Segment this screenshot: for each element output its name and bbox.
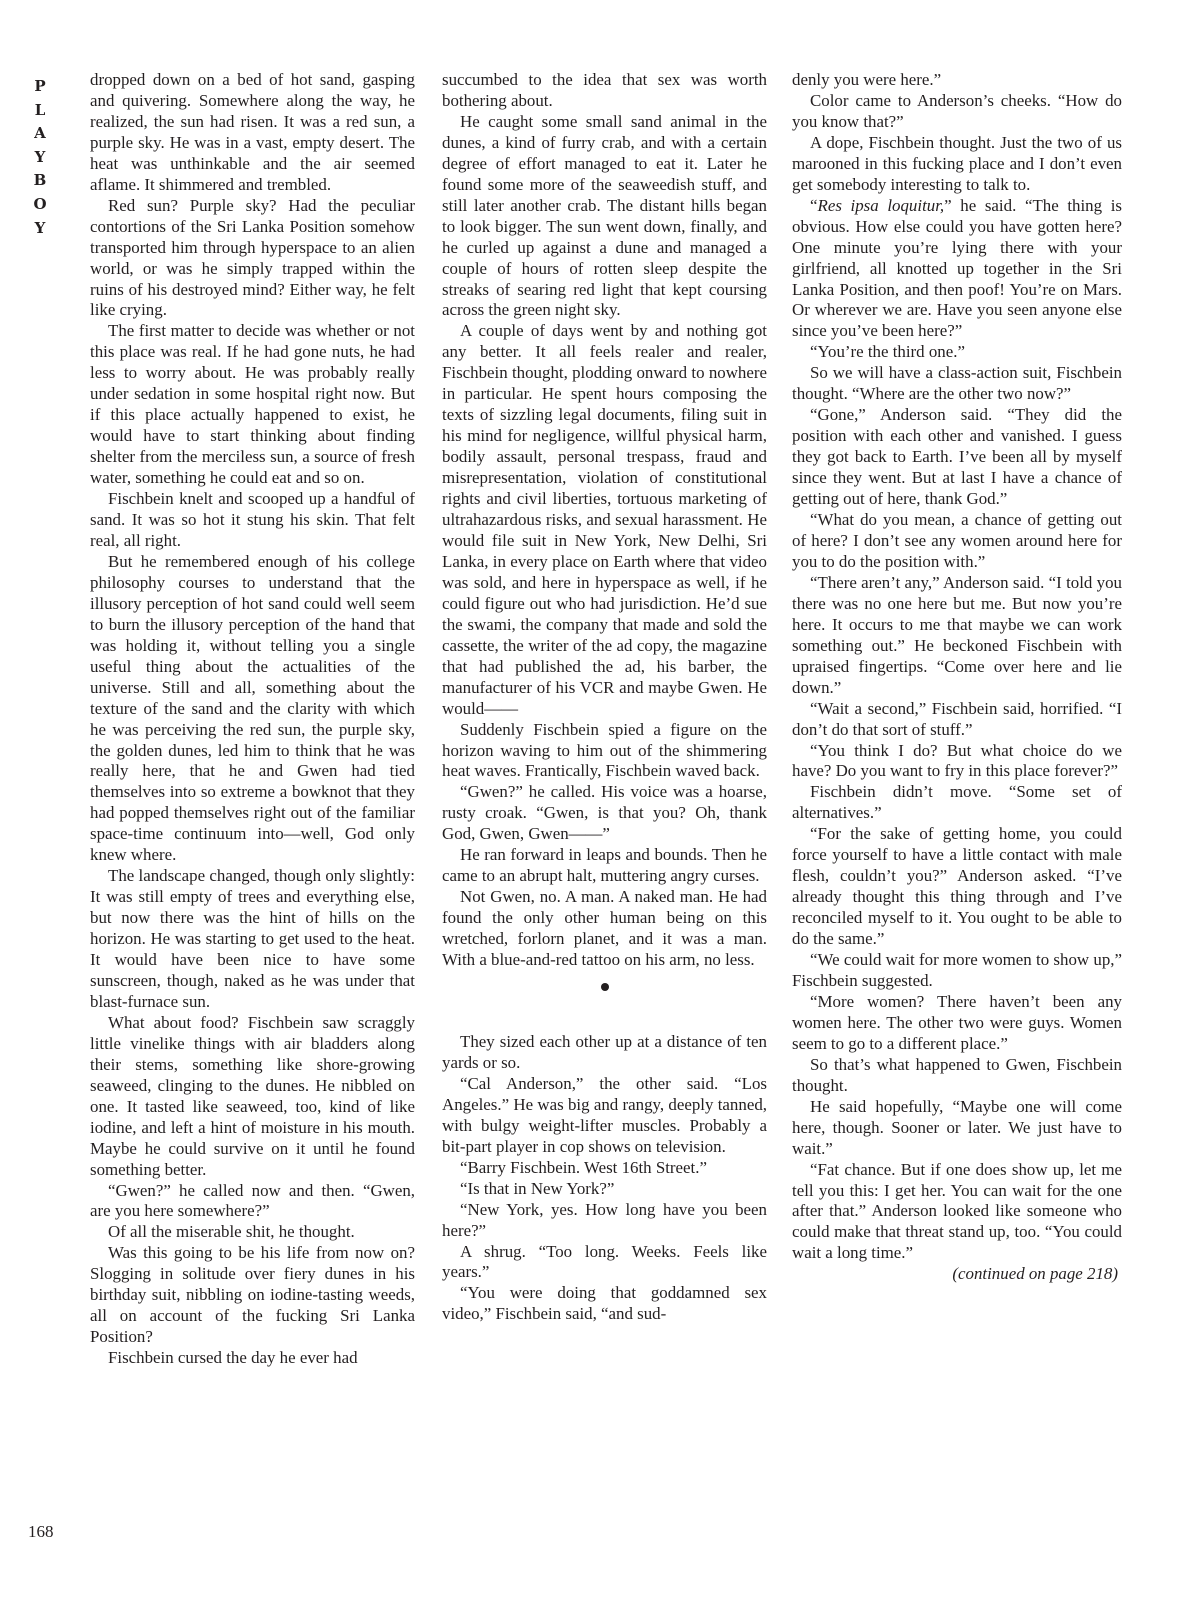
paragraph: “What do you mean, a chance of getting out of here? I don’t see any women around here for you to do the position with.”	[792, 510, 1122, 571]
paragraph: Was this going to be his life from now on? Slogging in solitude over fiery dunes in his birthday suit, nibbling on iodine-tasting weeds, all on account of the fucking Sri Lanka Position?	[90, 1243, 415, 1347]
paragraph: Not Gwen, no. A man. A naked man. He had found the only other human being on this wretched, forlorn planet, and it was a man. With a blue-and-red tattoo on his arm, no less.	[442, 887, 767, 970]
paragraph: So we will have a class-action suit, Fischbein thought. “Where are the other two now?”	[792, 363, 1122, 404]
paragraph: The first matter to decide was whether or not this place was real. If he had gone nuts, he had less to worry about. He was probably really under sedation in some hospital right now. But if this place actually happened to exist, he would have to start thinking about finding shelter from the merciless sun, a source of fresh water, something he could eat and so on.	[90, 321, 415, 488]
paragraph: The landscape changed, though only slightly: It was still empty of trees and everything else, but now there was the hint of hills on the horizon. He was starting to get used to the heat. It would have been nice to have some sunscreen, though, naked as he was under that blast-furnace sun.	[90, 866, 415, 1011]
paragraph: “You were doing that goddamned sex video,” Fischbein said, “and sud-	[442, 1283, 767, 1324]
paragraph: Fischbein knelt and scooped up a handful of sand. It was so hot it stung his skin. That felt real, all right.	[90, 489, 415, 550]
paragraph: A couple of days went by and nothing got any better. It all feels realer and realer, Fischbein thought, plodding onward to nowhere in particular. He spent hours composing the texts of sizzling legal documents, filing suit in his mind for negligence, willful physical harm, bodily assault, personal trespass, fraud and misrepresentation, violation of constitutional rights and civil liberties, tortuous marketing of ultrahazardous risks, and sexual harassment. He would file suit in New York, New Delhi, Sri Lanka, in every place on Earth where that video was sold, and here in hyperspace as well, if he could figure out who had jurisdiction. He’d sue the swami, the company that made and sold the cassette, the writer of the ad copy, the magazine that had published the ad, his barber, the manufacturer of his VCR and maybe Gwen. He would——	[442, 321, 767, 718]
latin-phrase: Res ipsa loquitur,	[817, 195, 945, 215]
spine-letter: Y	[34, 218, 46, 237]
page-number: 168	[28, 1522, 54, 1541]
spine-letter: P	[34, 77, 46, 95]
spine-letter: O	[33, 194, 47, 213]
paragraph: “More women? There haven’t been any women here. The other two were guys. Women seem to go to a different place.”	[792, 991, 1122, 1053]
paragraph: Fischbein didn’t move. “Some set of alternatives.”	[792, 782, 1122, 823]
paragraph: He said hopefully, “Maybe one will come here, though. Sooner or later. We just have to wait.”	[792, 1096, 1122, 1158]
paragraph: succumbed to the idea that sex was worth bothering about.	[442, 70, 767, 110]
text-column-1	[90, 70, 415, 1369]
paragraph: He caught some small sand animal in the dunes, a kind of furry crab, and with a certain degree of effort managed to eat it. Later he found some more of the seaweedish stuff, and still later another crab. The distant hills began to look bigger. The sun went down, finally, and he curled up against a dune and managed a couple of hours of rotten sleep despite the streaks of searing red light that kept coursing across the green night sky.	[442, 111, 767, 320]
magazine-spine-label	[30, 75, 50, 240]
paragraph: “Res ipsa loquitur,” he said. “The thing is obvious. How else could you have gotten here? One minute you’re lying there with your girlfriend, all knotted up together in the Sri Lanka Position, and then poof! You’re on Mars. Or wherever we are. Have you seen anyone else since you’ve been here?”	[792, 195, 1122, 341]
paragraph: Red sun? Purple sky? Had the peculiar contortions of the Sri Lanka Position somehow transported him through hyperspace to an alien world, or was he simply trapped within the ruins of his destroyed mind? Either way, he felt like crying.	[90, 195, 415, 320]
paragraph: “New York, yes. How long have you been here?”	[442, 1199, 767, 1240]
spine-letter: B	[33, 171, 47, 190]
text-column-2	[442, 70, 767, 1325]
paragraph: denly you were here.”	[792, 70, 942, 89]
paragraph: “There aren’t any,” Anderson said. “I told you there was no one here but me. But now you’re here. It occurs to me that maybe we can work something out.” He beckoned Fischbein with upraised fingertips. “Come over here and lie down.”	[792, 572, 1122, 697]
paragraph: Color came to Anderson’s cheeks. “How do you know that?”	[792, 90, 1122, 131]
paragraph: A dope, Fischbein thought. Just the two of us marooned in this fucking place and I don’t even get somebody interesting to talk to.	[792, 132, 1122, 194]
text-column-3	[792, 70, 1122, 1285]
section-break-space	[442, 1012, 767, 1032]
paragraph: He ran forward in leaps and bounds. Then he came to an abrupt halt, muttering angry curses.	[442, 845, 767, 886]
paragraph: So that’s what happened to Gwen, Fischbein thought.	[792, 1054, 1122, 1095]
paragraph: “You think I do? But what choice do we have? Do you want to fry in this place forever?”	[792, 740, 1122, 781]
paragraph: “Is that in New York?”	[460, 1178, 615, 1198]
paragraph: “For the sake of getting home, you could force yourself to have a little contact with male flesh, couldn’t you?” Anderson asked. “I’ve already thought this thing through and I’ve reconciled myself to it. You ought to be able to do the same.”	[792, 824, 1122, 949]
paragraph: “Gwen?” he called now and then. “Gwen, are you here somewhere?”	[90, 1180, 415, 1221]
spine-letter: A	[34, 124, 46, 143]
paragraph: Of all the miserable shit, he thought.	[108, 1222, 355, 1242]
paragraph: A shrug. “Too long. Weeks. Feels like years.”	[442, 1241, 767, 1282]
paragraph: But he remembered enough of his college philosophy courses to understand that the illusory perception of hot sand could well seem to burn the illusory perception of the hand that was holding it, without telling you a single useful thing about the actualities of the universe. Still and all, something about the texture of the sand and the clarity with which he was perceiving the red sun, the purple sky, the golden dunes, led him to think that he was really here, that he and Gwen had tied themselves into so extreme a bowknot that they had popped themselves right out of the familiar space-time continuum into—well, God only knew where.	[90, 551, 415, 865]
paragraph: “Barry Fischbein. West 16th Street.”	[460, 1157, 707, 1177]
paragraph: Fischbein cursed the day he ever had	[108, 1348, 358, 1368]
paragraph: What about food? Fischbein saw scraggly little vinelike things with air bladders along their stems, something like shore-growing seaweed, clinging to the dunes. He nibbled on one. It tasted like seaweed, too, kind of like iodine, and left a hint of moisture in his mouth. Maybe he could survive on it until he found something better.	[90, 1012, 415, 1179]
paragraph: dropped down on a bed of hot sand, gasping and quivering. Somewhere along the way, he realized, the sun had risen. It was a red sun, a purple sky. He was in a vast, empty desert. The heat was unthinkable and the air seemed aflame. It shimmered and trembled.	[90, 70, 415, 194]
paragraph: “Fat chance. But if one does show up, let me tell you this: I get her. You can wait for the one after that.” Anderson looked like someone who could make that threat stand up, too. “You could wait a long time.”	[792, 1159, 1122, 1263]
paragraph: “You’re the third one.”	[810, 342, 965, 362]
paragraph: “Gone,” Anderson said. “They did the position with each other and vanished. I guess they got back to Earth. I’ve been all by myself since they went. But at last I have a chance of getting out of here, thank God.”	[792, 405, 1122, 509]
paragraph: Suddenly Fischbein spied a figure on the horizon waving to him out of the shimmering heat waves. Frantically, Fischbein waved back.	[442, 719, 767, 781]
paragraph: “We could wait for more women to show up,” Fischbein suggested.	[792, 950, 1122, 990]
paragraph: “Wait a second,” Fischbein said, horrified. “I don’t do that sort of stuff.”	[792, 698, 1122, 739]
paragraph: “Cal Anderson,” the other said. “Los Angeles.” He was big and rangy, deeply tanned, with bulgy weight-lifter muscles. Probably a bit-part player in cop shows on television.	[442, 1073, 767, 1156]
continued-on-page-note: (continued on page 218)	[952, 1264, 1118, 1284]
spine-letter: Y	[34, 147, 46, 166]
paragraph: “Gwen?” he called. His voice was a hoarse, rusty croak. “Gwen, is that you? Oh, thank God, Gwen, Gwen——”	[442, 782, 767, 844]
section-break-dot	[601, 983, 609, 991]
spine-letter: L	[34, 100, 46, 119]
paragraph: They sized each other up at a distance of ten yards or so.	[442, 1031, 767, 1072]
